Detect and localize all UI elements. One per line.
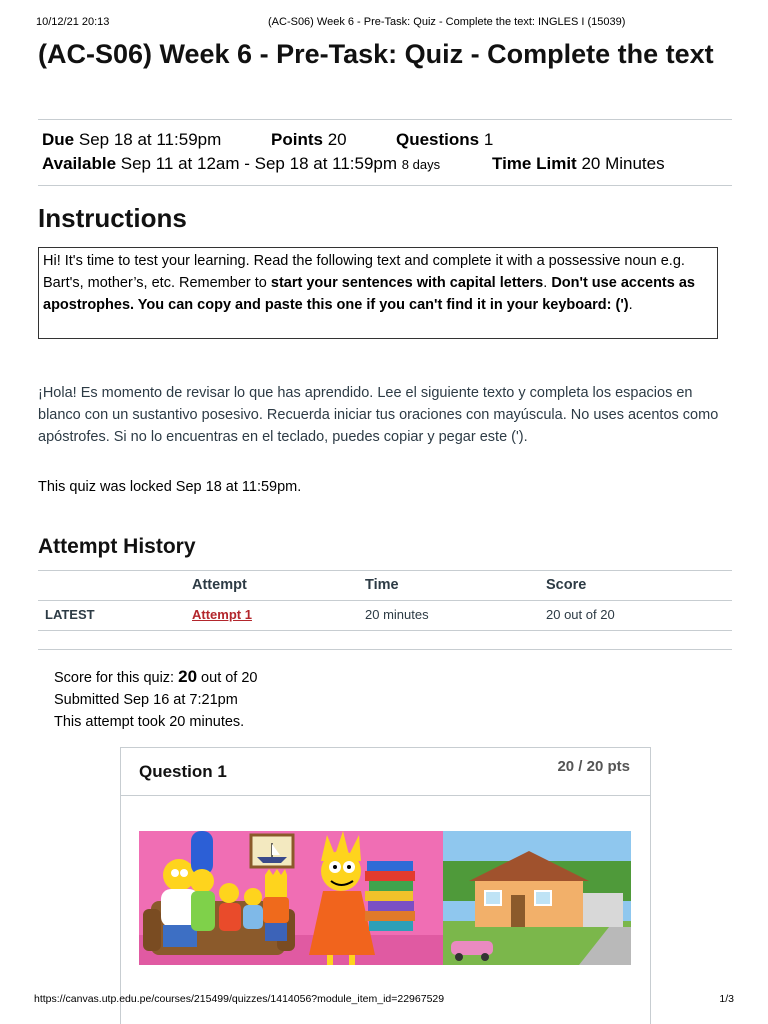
divider [38, 570, 732, 571]
due-value: Sep 18 at 11:59pm [78, 130, 222, 149]
cartoon-family-illustration [139, 831, 631, 965]
divider [38, 185, 732, 186]
locked-notice: This quiz was locked Sep 18 at 11:59pm. [38, 479, 302, 495]
submitted-line: Submitted Sep 16 at 7:21pm [54, 692, 238, 708]
instructions-heading: Instructions [38, 203, 187, 233]
page-number: 1/3 [719, 993, 734, 1005]
instructions-text: . [543, 275, 552, 291]
time-cell: 20 minutes [365, 607, 429, 622]
divider [38, 630, 732, 631]
due-label: Due [42, 130, 75, 149]
points-label: Points [271, 130, 323, 149]
print-footer [34, 993, 734, 1007]
column-header-time: Time [365, 577, 399, 593]
footer-url: https://canvas.utp.edu.pe/courses/215499/quizzes/1414056?module_item_id=22967529 [34, 993, 445, 1005]
question-header [121, 748, 650, 796]
points-info [271, 130, 347, 150]
spanish-instructions: ¡Hola! Es momento de revisar lo que has aprendido. Lee el siguiente texto y completa los espacios en blanco con un sustantivo posesivo. Recuerda iniciar tus oraciones con mayúscula. No uses acentos como apóstrofes. Si no lo encuentras en el teclado, puedes copiar y pegar este ('). [38, 385, 719, 445]
time-limit-label: Time Limit [492, 154, 577, 173]
page-title: (AC-S06) Week 6 - Pre-Task: Quiz - Complete the text [38, 39, 714, 69]
column-header-score: Score [546, 577, 587, 593]
question-points: 20 / 20 pts [557, 758, 630, 775]
available-value: Sep 11 at 12am - Sep 18 at 11:59pm [120, 154, 398, 173]
score-summary [54, 666, 258, 733]
score-prefix: Score for this quiz: [54, 670, 179, 686]
score-value: 20 [178, 667, 198, 686]
instructions-text: Hi! It's time to test your learning. Read the following text and complete it with a possessive noun e.g. Bart's, mother’s, etc. Remember to [43, 253, 685, 291]
instructions-bold: Don't use accents as apostrophes. You can copy and paste this one if you can't find it in your keyboard: (') [43, 275, 695, 313]
print-title: (AC-S06) Week 6 - Pre-Task: Quiz - Complete the text: INGLES I (15039) [268, 16, 626, 28]
score-line [54, 666, 258, 689]
instructions-box [38, 247, 718, 339]
questions-label: Questions [396, 130, 480, 149]
column-header-attempt: Attempt [192, 577, 247, 593]
attempt-cell [192, 607, 252, 622]
question-card [120, 747, 651, 1024]
attempt-history-heading: Attempt History [38, 535, 196, 558]
available-info [42, 154, 440, 174]
time-limit-info [492, 154, 665, 174]
print-datetime: 10/12/21 20:13 [36, 16, 110, 28]
available-days: 8 days [401, 157, 441, 172]
attempt-1-link[interactable]: Attempt 1 [192, 607, 252, 622]
time-limit-value: 20 Minutes [581, 154, 665, 173]
score-cell: 20 out of 20 [546, 607, 615, 622]
question-illustration [139, 831, 631, 965]
available-label: Available [42, 154, 117, 173]
divider [38, 649, 732, 650]
score-suffix: out of 20 [197, 670, 258, 686]
divider [38, 119, 732, 120]
instructions-bold: start your sentences with capital letters [270, 275, 544, 291]
instructions-text: . [628, 297, 633, 313]
questions-info [396, 130, 493, 150]
divider [38, 600, 732, 601]
question-title: Question 1 [139, 762, 227, 781]
row-label: LATEST [45, 607, 95, 622]
points-value: 20 [327, 130, 347, 149]
due-info [42, 130, 221, 150]
print-header [36, 16, 732, 30]
duration-line: This attempt took 20 minutes. [54, 714, 245, 730]
questions-value: 1 [483, 130, 494, 149]
